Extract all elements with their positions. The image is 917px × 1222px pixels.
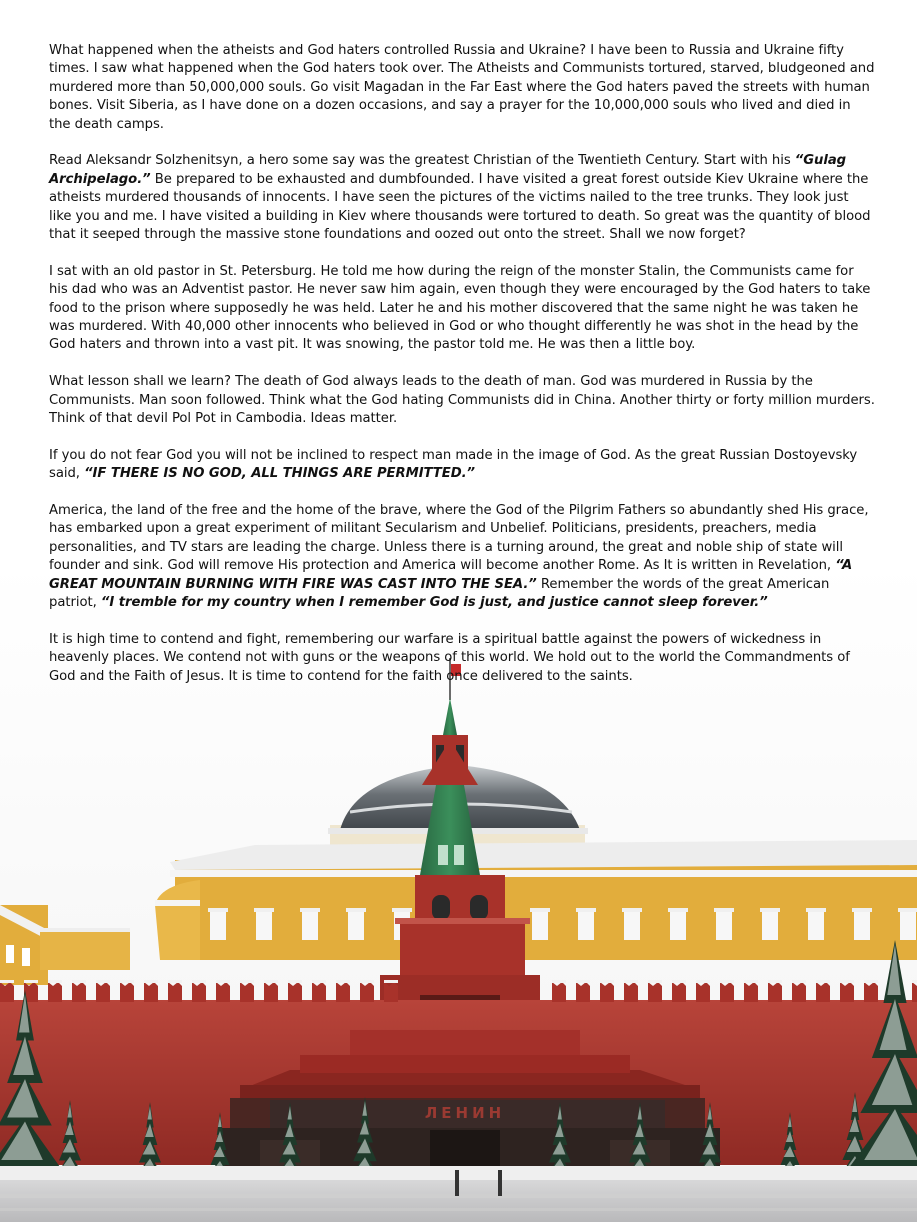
wall-merlon <box>864 982 878 1002</box>
senate-window <box>762 912 778 940</box>
merlon-snow <box>768 980 782 983</box>
wall-merlon <box>120 982 134 1002</box>
senate-window <box>716 912 732 940</box>
merlon-snow <box>312 980 326 983</box>
wall-merlon <box>648 982 662 1002</box>
merlon-snow <box>672 980 686 983</box>
book-title-quote: “Gulag Archipelago.” <box>49 153 847 187</box>
window-sill <box>576 908 596 912</box>
paragraph-7 <box>49 631 875 686</box>
wall-merlon <box>720 982 734 1002</box>
merlon-snow <box>0 980 14 983</box>
merlon-snow <box>360 980 374 983</box>
window-sill <box>392 908 412 912</box>
window-sill <box>852 908 872 912</box>
wall-merlon <box>384 982 398 1002</box>
wall-merlon <box>816 982 830 1002</box>
merlon-snow <box>624 980 638 983</box>
wall-merlon <box>168 982 182 1002</box>
window-sill <box>300 908 320 912</box>
ground <box>0 1166 917 1222</box>
window-sill <box>254 908 274 912</box>
paragraph-2-text: Read Aleksandr Solzhenitsyn, a hero some say was the greatest Christian of the Twentieth Century. Start with his <box>49 153 795 169</box>
window-sill <box>714 908 734 912</box>
wall-merlon <box>288 982 302 1002</box>
window-sill <box>208 908 228 912</box>
senate-window <box>256 912 272 940</box>
merlon-snow <box>72 980 86 983</box>
window-sill <box>806 908 826 912</box>
senate-window <box>808 912 824 940</box>
merlon-snow <box>96 980 110 983</box>
wall-merlon <box>48 982 62 1002</box>
paragraph-4 <box>49 373 875 428</box>
wall-merlon <box>696 982 710 1002</box>
merlon-snow <box>24 980 38 983</box>
merlon-snow <box>216 980 230 983</box>
merlon-snow <box>552 980 566 983</box>
merlon-snow <box>720 980 734 983</box>
paragraph-3 <box>49 263 875 355</box>
paragraph-6-middle: Remember the words of the great American patriot, <box>49 576 830 611</box>
merlon-snow <box>792 980 806 983</box>
wall-merlon <box>672 982 686 1002</box>
senate-window <box>302 912 318 940</box>
wall-merlon <box>360 982 374 1002</box>
merlon-snow <box>192 980 206 983</box>
paragraph-6 <box>49 502 875 612</box>
merlon-snow <box>384 980 398 983</box>
wall-merlon <box>72 982 86 1002</box>
window-sill <box>346 908 366 912</box>
window-sill <box>622 908 642 912</box>
senate-building <box>155 840 917 960</box>
wall-merlon <box>840 982 854 1002</box>
wall-merlon <box>552 982 566 1002</box>
wall-merlon <box>768 982 782 1002</box>
senate-window <box>210 912 226 940</box>
merlon-snow <box>576 980 590 983</box>
merlon-snow <box>744 980 758 983</box>
paragraph-1 <box>49 42 875 134</box>
merlon-snow <box>600 980 614 983</box>
wall-merlon <box>744 982 758 1002</box>
revelation-quote: “A GREAT MOUNTAIN BURNING WITH FIRE WAS CAST INTO THE SEA.” <box>49 558 853 592</box>
wall-merlon <box>144 982 158 1002</box>
paragraph-5-text: If you do not fear God you will not be inclined to respect man made in the image of God. As the great Russian Dostoyevsky said, <box>49 447 858 482</box>
wall-merlon <box>312 982 326 1002</box>
wall-merlon <box>336 982 350 1002</box>
merlon-snow <box>696 980 710 983</box>
merlon-snow <box>264 980 278 983</box>
wall-merlon <box>264 982 278 1002</box>
paragraph-2 <box>49 152 875 244</box>
wall-merlon <box>624 982 638 1002</box>
senate-window <box>624 912 640 940</box>
merlon-snow <box>864 980 878 983</box>
merlon-snow <box>840 980 854 983</box>
wall-merlon <box>792 982 806 1002</box>
wall-merlon <box>192 982 206 1002</box>
merlon-snow <box>288 980 302 983</box>
paragraph-1-text: What happened when the atheists and God haters controlled Russia and Ukraine? I have been to Russia and Ukraine fifty times. I saw what happened when the God haters took over. The Atheists and Communists tortured, starved, bludgeoned and murdered more than 50,000,000 souls. Go visit Magadan in the Far East where the God haters paved the streets with human bones. Visit Siberia, as I have done on a dozen occasions, and say a prayer for the 10,000,000 souls who lived and died in the death camps. <box>49 43 875 132</box>
merlon-snow <box>120 980 134 983</box>
merlon-snow <box>336 980 350 983</box>
senate-window <box>532 912 548 940</box>
merlon-snow <box>144 980 158 983</box>
paragraph-4-text: What lesson shall we learn? The death of God always leads to the death of man. God was murdered in Russia by the Communists. Man soon followed. Think what the God hating Communists did in China. Another thirty or forty million murders. Think of that devil Pol Pot in Cambodia. Ideas matter. <box>49 374 875 427</box>
senate-window <box>670 912 686 940</box>
senate-window <box>900 912 916 940</box>
merlon-snow <box>912 980 917 983</box>
window-sill <box>760 908 780 912</box>
wall-merlon <box>240 982 254 1002</box>
paragraph-6-text: America, the land of the free and the home of the brave, where the God of the Pilgrim Fathers so abundantly shed His grace, has embarked upon a great experiment of militant Secularism and Unbelief. Politicians, presidents, preachers, media personalities, and TV stars are leading the charge. Unless there is a turning around, the great and noble ship of state will founder and sink. God will remove His protection and America will become another Rome. As It is written in Revelation, <box>49 503 869 574</box>
paragraph-2-continuation: Be prepared to be exhausted and dumbfounded. I have visited a great forest outside Kiev Ukraine where the atheists murdered thousands of innocents. I have seen the pictures of the victims nailed to the tree trunks. They look just like you and me. I have visited a building in Kiev where thousands were tortured to death. So great was the quantity of blood that it seeped through the massive stone foundations and oozed out onto the street. Shall we now forget? <box>49 171 871 243</box>
wall-merlon <box>0 982 14 1002</box>
window-sill <box>668 908 688 912</box>
paragraph-7-text: It is high time to contend and fight, remembering our warfare is a spiritual battle against the powers of wickedness in heavenly places. We contend not with guns or the weapons of this world. We hold out to the world the Commandments of God and the Faith of Jesus. It is time to contend for the faith once delivered to the saints. <box>49 631 850 684</box>
paragraph-5 <box>49 447 875 484</box>
wall-merlon <box>96 982 110 1002</box>
paragraph-3-text: I sat with an old pastor in St. Petersburg. He told me how during the reign of the monster Stalin, the Communists came for his dad who was an Adventist pastor. He never saw him again, even though they were encouraged by the God haters to take food to the prison where supposedly he was held. Later he and his mother discovered that the same night he was taken he was murdered. With 40,000 other innocents who believed in God or who thought differently he was shot in the head by the God haters and thrown into a vast pit. It was snowing, the pastor told me. He was then a little boy. <box>49 263 871 353</box>
article <box>49 42 875 705</box>
patriot-quote: “I tremble for my country when I remember God is just, and justice cannot sleep forever.” <box>100 595 768 611</box>
merlon-snow <box>48 980 62 983</box>
senate-window <box>854 912 870 940</box>
mausoleum-inscription: ЛЕНИН <box>424 1104 506 1122</box>
wall-merlon <box>576 982 590 1002</box>
merlon-snow <box>648 980 662 983</box>
dostoyevsky-quote: “IF THERE IS NO GOD, ALL THINGS ARE PERMITTED.” <box>84 466 476 482</box>
wall-merlon <box>600 982 614 1002</box>
window-sill <box>898 908 917 912</box>
merlon-snow <box>240 980 254 983</box>
senate-window <box>578 912 594 940</box>
merlon-snow <box>168 980 182 983</box>
window-sill <box>530 908 550 912</box>
senate-window <box>348 912 364 940</box>
wall-merlon <box>216 982 230 1002</box>
merlon-snow <box>816 980 830 983</box>
